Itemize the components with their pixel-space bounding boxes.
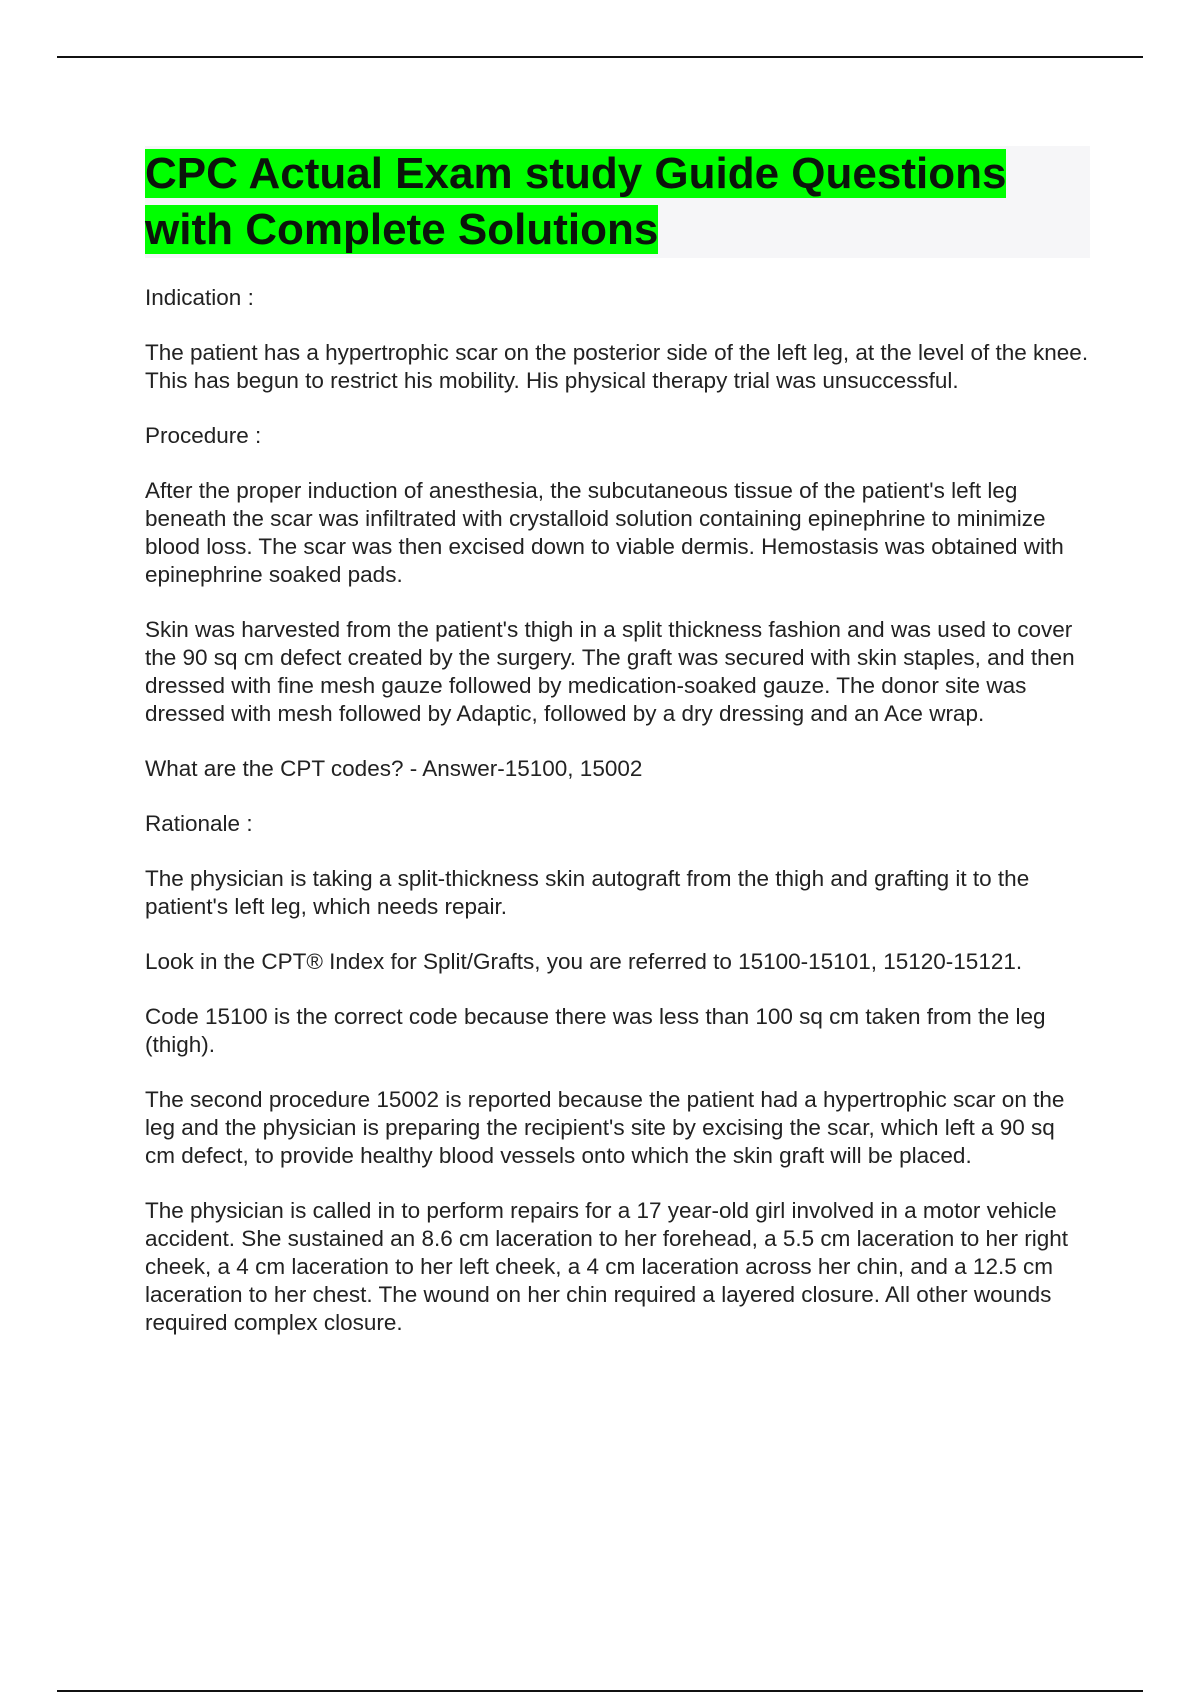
indication-text: The patient has a hypertrophic scar on the posterior side of the left leg, at the level of the knee. This has begun to restrict his mobility. His physical therapy trial was unsuccessful. (145, 340, 1089, 393)
rationale-index-text: Look in the CPT® Index for Split/Grafts, you are referred to 15100-15101, 15120-15121. (145, 949, 1023, 974)
title-highlight: CPC Actual Exam study Guide Questions with Complete Solutions (145, 149, 1007, 254)
procedure-graft-text: Skin was harvested from the patient's thigh in a split thickness fashion and was used to cover the 90 sq cm defect created by the surgery. The graft was secured with skin staples, and then dressed with fine mesh gauze followed by medication-soaked gauze. The donor site was dressed with mesh followed by Adaptic, followed by a dry dressing and an Ace wrap. (145, 617, 1075, 726)
rationale-heading: Rationale : (145, 811, 253, 836)
next-question-text: The physician is called in to perform repairs for a 17 year-old girl involved in a motor vehicle accident. She sustained an 8.6 cm laceration to her forehead, a 5.5 cm laceration to her right cheek, a 4 cm laceration to her left cheek, a 4 cm laceration across her chin, and a 12.5 cm laceration to her chest. The wound on her chin required a layered closure. All other wounds required complex closure. (145, 1198, 1069, 1335)
procedure-text: After the proper induction of anesthesia, the subcutaneous tissue of the patient's left leg beneath the scar was infiltrated with crystalloid solution containing epinephrine to minimize blood loss. The scar was then excised down to viable dermis. Hemostasis was obtained with epinephrine soaked pads. (145, 478, 1064, 587)
question-answer: What are the CPT codes? - Answer-15100, 15002 (145, 756, 643, 781)
document-title (145, 146, 1090, 258)
procedure-heading: Procedure : (145, 423, 262, 448)
rationale-text: The physician is taking a split-thickness skin autograft from the thigh and grafting it to the patient's left leg, which needs repair. (145, 866, 1030, 919)
top-rule (57, 56, 1143, 58)
indication-heading: Indication : (145, 285, 254, 310)
rationale-code-text: Code 15100 is the correct code because there was less than 100 sq cm taken from the leg (thigh). (145, 1004, 1046, 1057)
title-block (145, 146, 1090, 258)
rationale-second-procedure-text: The second procedure 15002 is reported because the patient had a hypertrophic scar on the leg and the physician is preparing the recipient's site by excising the scar, which left a 90 sq cm defect, to provide healthy blood vessels onto which the skin graft will be placed. (145, 1087, 1065, 1168)
document-body (145, 146, 1090, 1364)
bottom-rule (57, 1690, 1143, 1692)
